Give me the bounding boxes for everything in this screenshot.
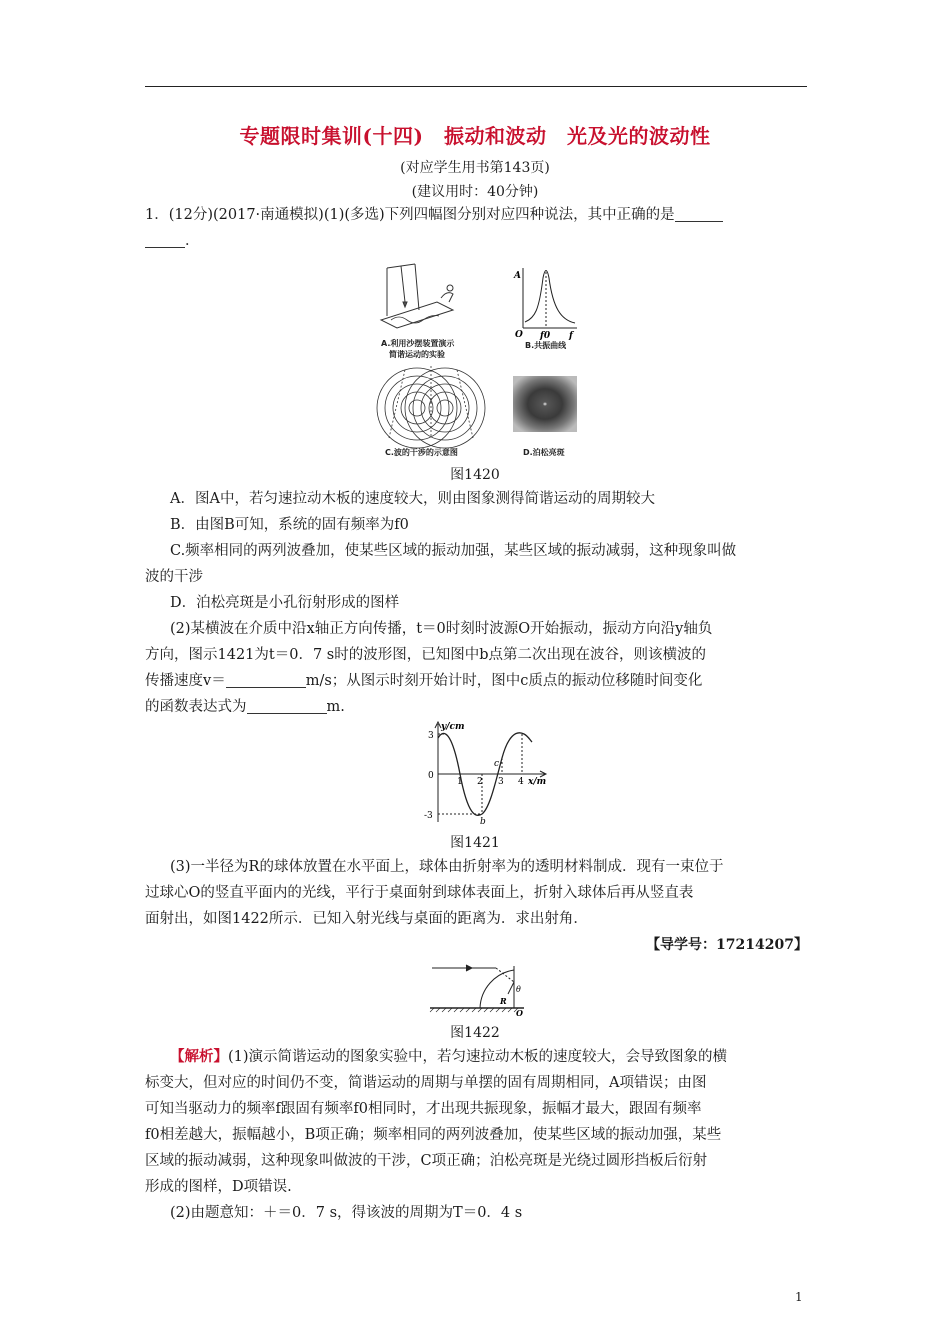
axis-label-o: O <box>515 330 523 340</box>
axis-label-f0: f0 <box>540 331 551 341</box>
wave-xtick-2: 2 <box>477 777 483 787</box>
suggested-time: (建议用时：40分钟) <box>411 184 539 200</box>
figure-1422-caption: 图1422 <box>450 1025 500 1041</box>
option-a: A．图A中，若匀速拉动木板的速度较大，则由图象测得简谐运动的周期较大 <box>170 491 655 507</box>
question-1-stem-text: 1．(12分)(2017·南通模拟)(1)(多选)下列四幅图分别对应四种说法，其中正确的是 <box>145 207 675 223</box>
figure-a-caption-1: A.利用沙摆装置演示 <box>381 339 455 348</box>
figure-c-interference <box>377 366 485 448</box>
option-c-line1: C.频率相同的两列波叠加，使某些区域的振动加强，某些区域的振动减弱，这种现象叫做 <box>170 543 737 559</box>
exit-ray <box>508 982 514 994</box>
option-d: D．泊松亮斑是小孔衍射形成的图样 <box>170 595 400 611</box>
analysis-line1-text: (1)演示简谐运动的图象实验中，若匀速拉动木板的速度较大，会导致图象的横 <box>228 1049 728 1065</box>
daoxue-code: 【导学号：17214207】 <box>646 937 808 953</box>
part-2-line2: 方向，图示1421为t＝0．7 s时的波形图，已知图中b点第二次出现在波谷，则该横波的 <box>145 647 707 663</box>
part-3-line1: (3)一半径为R的球体放置在水平面上，球体由折射率为的透明材料制成．现有一束位于 <box>170 859 724 875</box>
axis-label-f: f <box>569 331 573 341</box>
figure-1421-caption: 图1421 <box>450 835 500 851</box>
point-c-label: c <box>494 759 500 769</box>
point-b-label: b <box>480 817 486 826</box>
question-1-stem <box>145 202 810 228</box>
center-label: O <box>516 1008 523 1018</box>
figure-c-caption: C.波的干涉的示意图 <box>385 448 458 457</box>
figure-1420 <box>375 258 585 458</box>
wave-ylabel: y/cm <box>441 722 465 732</box>
wave-ytick-bottom: -3 <box>424 811 433 821</box>
part-2-line3 <box>145 668 810 694</box>
wave-xtick-3: 3 <box>498 777 504 787</box>
part-3-line3: 面射出，如图1422所示．已知入射光线与桌面的距离为．求出射角． <box>145 911 588 927</box>
part-2-line3a: 传播速度v＝ <box>145 673 226 689</box>
figure-b-resonance-curve <box>523 268 577 328</box>
header-rule <box>145 86 807 87</box>
page-title: 专题限时集训(十四) 振动和波动 光及光的波动性 <box>239 124 711 148</box>
part-2-line1: (2)某横波在介质中沿x轴正方向传播，t＝0时刻时波源O开始振动，振动方向沿y轴负 <box>170 621 713 637</box>
sphere-surface <box>480 970 514 1008</box>
wave-xtick-4: 4 <box>518 777 524 787</box>
part-2-line4b: m. <box>326 699 345 715</box>
answer-blank-function <box>247 697 327 714</box>
answer-blank-velocity <box>226 671 306 688</box>
part-2-line4a: 的函数表达式为 <box>145 699 247 715</box>
analysis-line3: 可知当驱动力的频率f跟固有频率f0相同时，才出现共振现象，振幅才最大，跟固有频率 <box>145 1101 702 1117</box>
analysis-line4: f0相差越大，振幅越小，B项正确；频率相同的两列波叠加，使某些区域的振动加强，某些 <box>145 1127 722 1143</box>
part-2-line4 <box>145 694 810 720</box>
answer-blank-1 <box>675 205 723 222</box>
figure-1422-sphere <box>428 960 526 1018</box>
figure-1420-caption: 图1420 <box>450 467 500 483</box>
analysis-line5: 区域的振动减弱，这种现象叫做波的干涉，C项正确；泊松亮斑是光绕过圆形挡板后衍射 <box>145 1153 708 1169</box>
wave-xlabel: x/m <box>528 777 547 787</box>
analysis-line6: 形成的图样，D项错误. <box>145 1179 292 1195</box>
analysis-line2: 标变大，但对应的时间仍不变，简谐运动的周期与单摆的固有周期相同，A项错误；由图 <box>145 1075 707 1091</box>
figure-a-sand-pendulum <box>381 264 453 328</box>
analysis-tag: 【解析】 <box>170 1048 228 1065</box>
figure-1421-wave <box>420 718 550 826</box>
page-number: 1 <box>795 1290 803 1304</box>
figure-d-caption: D.泊松亮斑 <box>523 448 565 457</box>
wave-ytick-top: 3 <box>428 731 434 741</box>
axis-label-a: A <box>514 271 521 281</box>
stem-period: ． <box>185 233 200 249</box>
analysis-line1 <box>170 1044 810 1070</box>
book-page-ref: (对应学生用书第143页) <box>400 160 550 176</box>
figure-a-caption-2: 简谐运动的实验 <box>389 350 445 359</box>
theta-label: θ <box>516 985 521 994</box>
wave-origin: 0 <box>428 771 434 781</box>
figure-d-poisson-spot <box>513 376 577 432</box>
part-3-line2: 过球心O的竖直平面内的光线，平行于桌面射到球体表面上，折射入球体后再从竖直表 <box>145 885 694 901</box>
answer-blank-1b <box>145 231 185 248</box>
question-1-stem-cont <box>145 228 810 254</box>
analysis-part2-line1: (2)由题意知：＋＝0．7 s，得该波的周期为T＝0．4 s <box>170 1205 523 1221</box>
part-2-line3b: m/s；从图示时刻开始计时，图中c质点的振动位移随时间变化 <box>305 673 703 689</box>
radius-label: R <box>500 996 507 1006</box>
wave-xtick-1: 1 <box>457 777 463 787</box>
option-b: B．由图B可知，系统的固有频率为f0 <box>170 517 409 533</box>
option-c-line2: 波的干涉 <box>145 569 203 585</box>
figure-b-caption: B.共振曲线 <box>525 341 567 350</box>
